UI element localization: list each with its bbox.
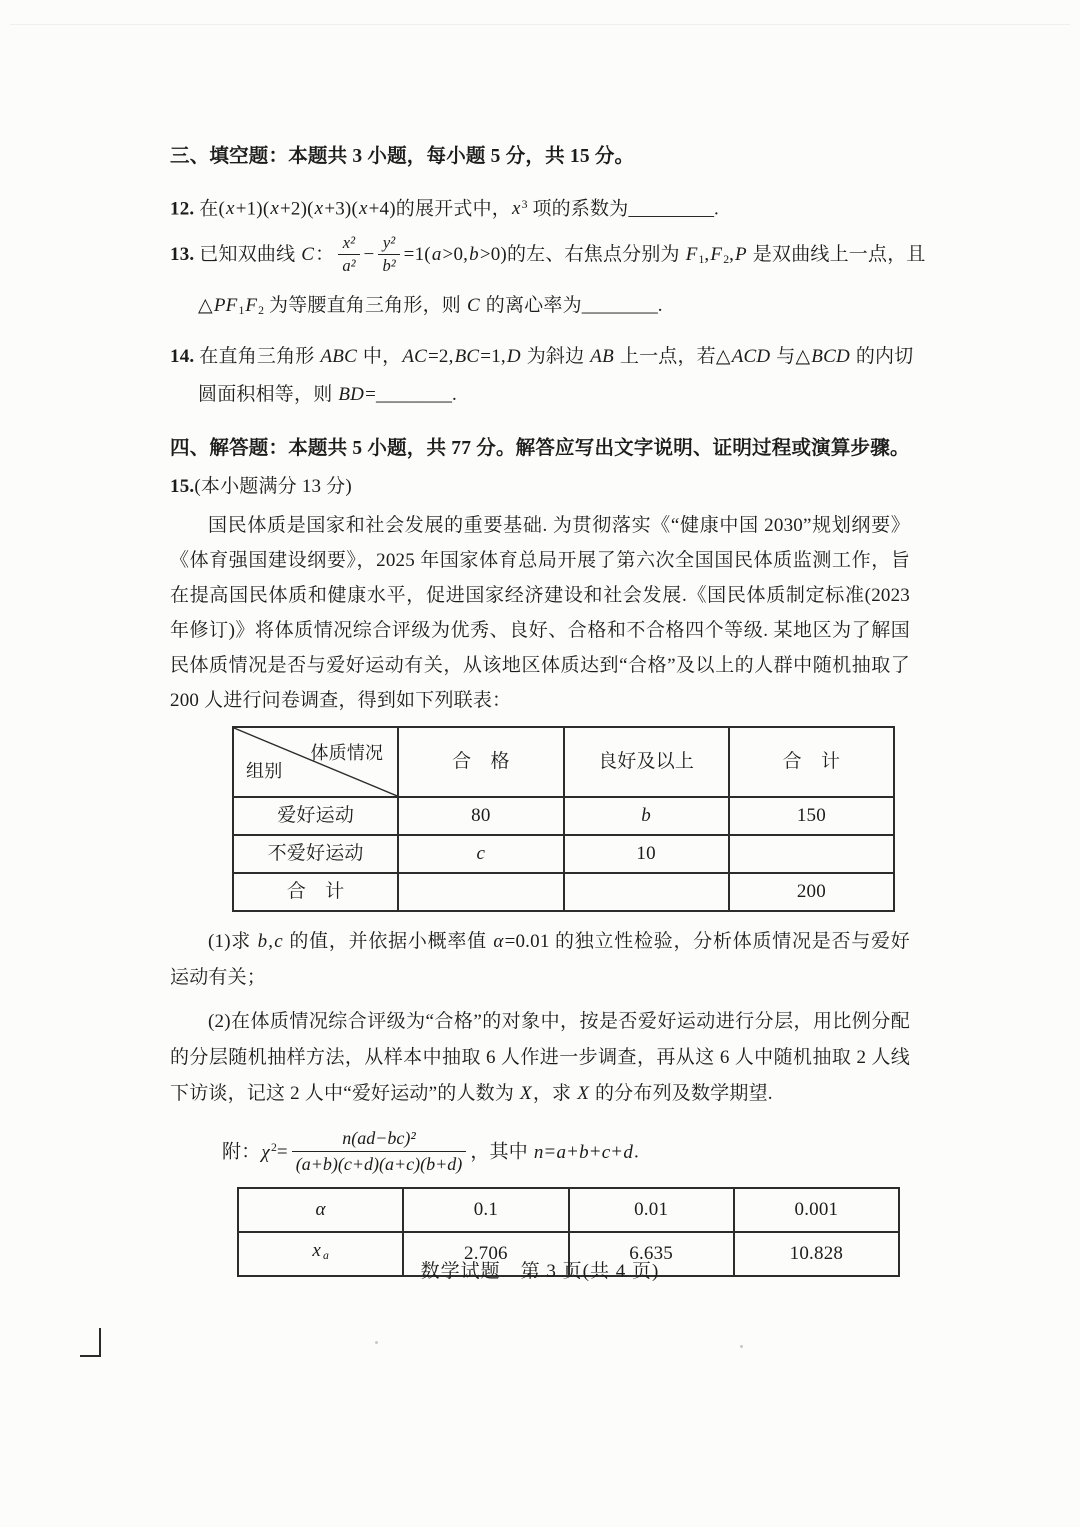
table-cell — [398, 873, 563, 911]
corner-label-fitness: 体质情况 — [310, 743, 384, 764]
corner-crop-mark — [80, 1328, 101, 1357]
chi-square-formula: 附：$\chi^2=$ $\frac{\text{n(ad−bc)²}}{(a+b)(c+d)(a+c)(b+d)}$ ，其中 n=a+b+c+d. — [222, 1127, 639, 1174]
table-cell-c: c — [398, 835, 563, 873]
row-label: 爱好运动 — [233, 797, 398, 835]
question-15-header: 15.(本小题满分 13 分) — [170, 476, 352, 498]
table-cell-b: b — [564, 797, 729, 835]
alpha-value-cell: 0.001 — [734, 1188, 899, 1232]
table-cell: 10 — [564, 835, 729, 873]
question-13-line2: △PF1F2 为等腰直角三角形，则 C 的离心率为________. — [198, 295, 663, 318]
row-label: 合 计 — [233, 873, 398, 911]
table-row-likes-sport — [233, 797, 894, 835]
x-alpha-label-cell: x a — [238, 1232, 403, 1276]
critical-value-cell: 6.635 — [569, 1232, 734, 1276]
table-cell: 200 — [729, 873, 894, 911]
question-15-part1: (1)求 b,c 的值，并依据小概率值 α=0.01 的独立性检验，分析体质情况是否与爱好运动有关； — [170, 931, 910, 989]
col-header-total: 合 计 — [729, 727, 894, 797]
scan-speck — [375, 1341, 378, 1344]
scan-speck — [740, 1345, 743, 1348]
row-label: 不爱好运动 — [233, 835, 398, 873]
critical-value-cell: 10.828 — [734, 1232, 899, 1276]
contingency-table — [232, 726, 895, 912]
section-answer-title: 四、解答题：本题共 5 小题，共 77 分。解答应写出文字说明、证明过程或演算步骤。 — [170, 438, 910, 460]
section-fill-in-title: 三、填空题：本题共 3 小题，每小题 5 分，共 15 分。 — [170, 146, 635, 167]
critical-value-cell: 2.706 — [403, 1232, 568, 1276]
corner-label-group: 组别 — [246, 761, 283, 782]
question-15-part2: (2)在体质情况综合评级为“合格”的对象中，按是否爱好运动进行分层，用比例分配的分层随机抽样方法，从样本中抽取 6 人作进一步调查，再从这 6 人中随机抽取 2 人线下访谈，记这 2 人中“爱好运动”的人数为 X，求 X 的分布列及数学期望. — [170, 1011, 910, 1105]
alpha-label-cell: α — [238, 1188, 403, 1232]
question-12: 12. 在(x+1)(x+2)(x+3)(x+4)的展开式中，$x^3$ 项的系数为_________. — [170, 198, 719, 220]
col-header-pass: 合 格 — [398, 727, 563, 797]
table-cell: 80 — [398, 797, 563, 835]
alpha-row — [238, 1188, 899, 1232]
question-15-intro: 国民体质是国家和社会发展的重要基础. 为贯彻落实《“健康中国 2030”规划纲要》《体育强国建设纲要》，2025 年国家体育总局开展了第六次全国国民体质监测工作，旨在提高国民体质和健康水平，促进国家经济建设和社会发展.《国民体质制定标准(2023 年修订)》将体质情况综合评级为优秀、良好、合格和不合格四个等级. 某地区为了解国民体质情况是否与爱好运动有关，从该地区体质达到“合格”及以上的人群中随机抽取了 200 人进行问卷调查，得到如下列联表： — [170, 515, 910, 712]
col-header-good-or-above: 良好及以上 — [564, 727, 729, 797]
table-cell — [564, 873, 729, 911]
contingency-header-row — [233, 727, 894, 797]
table-cell — [729, 835, 894, 873]
page-footer: 数学试题 第 3 页(共 4 页) — [420, 1261, 660, 1282]
table-cell: 150 — [729, 797, 894, 835]
table-row-dislikes-sport — [233, 835, 894, 873]
alpha-value-cell: 0.01 — [569, 1188, 734, 1232]
alpha-value-cell: 0.1 — [403, 1188, 568, 1232]
question-14-line1: 14. 在直角三角形 ABC 中，AC=2,BC=1,D 为斜边 AB 上一点，若△ACD 与△BCD 的内切 — [170, 346, 914, 368]
table-corner-cell — [233, 727, 398, 797]
question-13-line1: 13. 已知双曲线 C： $\frac{\text{x²}}{\text{a²}}$ − $\frac{\text{y²}}{\text{b²}}$ =1(a>0,b>0)的左、右焦点分别为 F1,F2,P 是双曲线上一点，且 — [170, 232, 926, 275]
question-14-line2: 圆面积相等，则 BD=________. — [198, 384, 457, 406]
table-row-total — [233, 873, 894, 911]
